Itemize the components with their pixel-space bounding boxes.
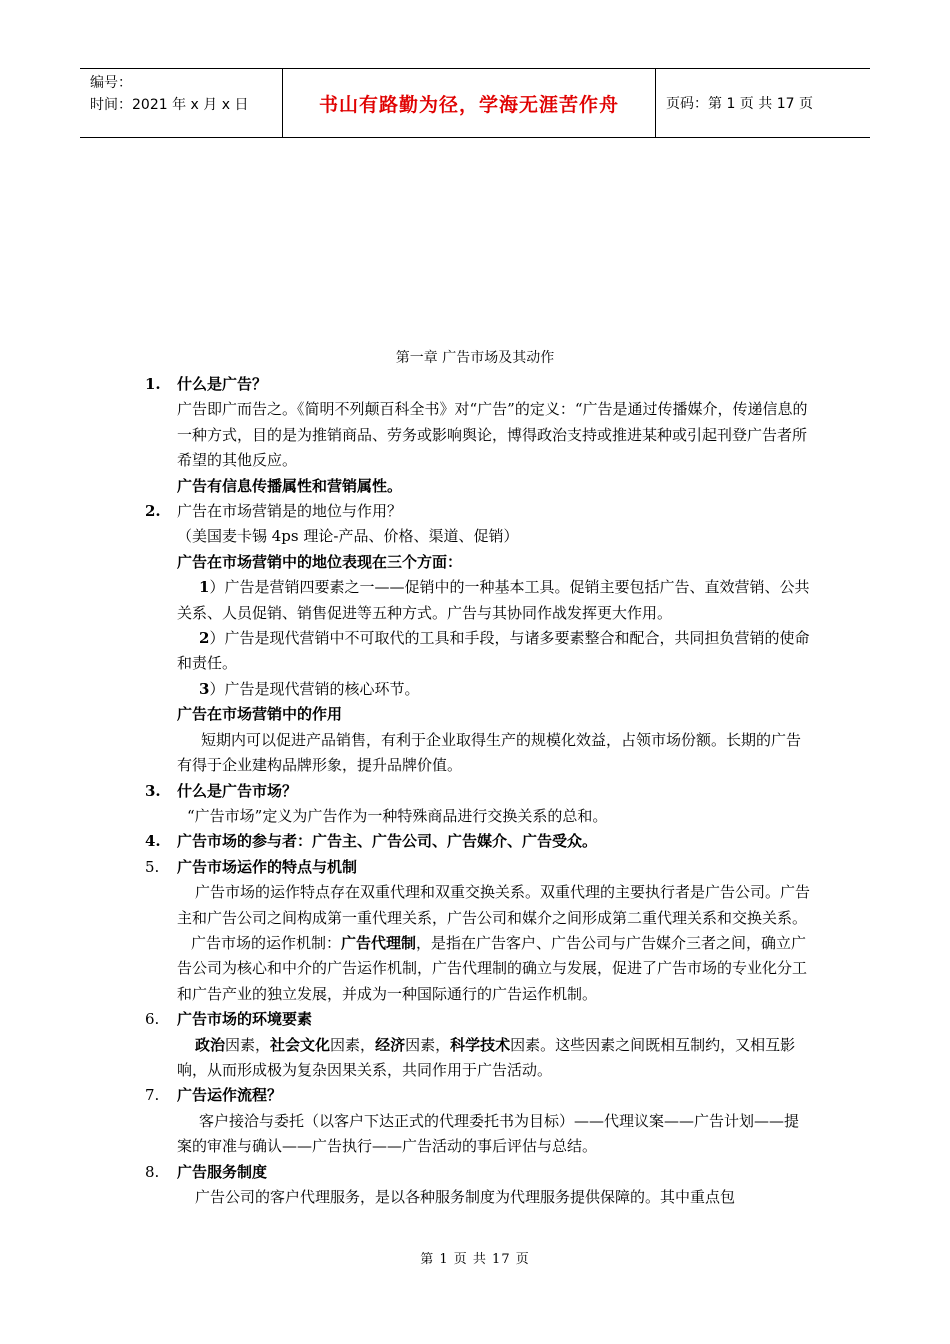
page-footer: 第 1 页 共 17 页 bbox=[420, 1252, 530, 1267]
serial-label: 编号： bbox=[90, 75, 132, 91]
section-2 bbox=[145, 499, 810, 778]
section-3 bbox=[145, 779, 810, 830]
document-body bbox=[145, 372, 810, 1210]
paragraph bbox=[177, 1033, 810, 1084]
section-summary: 广告有信息传播属性和营销属性。 bbox=[177, 476, 403, 495]
paragraph: 短期内可以促进产品销售，有利于企业取得生产的规模化效益，占领市场份额。长期的广告有得于企业建构品牌形象，提升品牌价值。 bbox=[177, 730, 802, 775]
point-text: ）广告是现代营销中不可取代的工具和手段，与诸多要素整合和配合，共同担负营销的使命和责任。 bbox=[177, 629, 810, 673]
factor-text: 因素， bbox=[225, 1035, 271, 1054]
sub-heading: 广告在市场营销中的地位表现在三个方面： bbox=[177, 552, 463, 571]
section-4 bbox=[145, 829, 810, 854]
mechanism-text: ，是指在广告客户、广告公司与广告媒介三者之间，确立广告公司为核心和中介的广告运作机制，广告代理制的确立与发展，促进了广告市场的专业化分工和广告产业的独立发展，并成为一种国际通行的广告运作机制。 bbox=[177, 933, 808, 1003]
section-number: 1. bbox=[145, 375, 161, 393]
section-number: 8. bbox=[145, 1162, 160, 1181]
list-item bbox=[177, 575, 810, 626]
point-text: ）广告是现代营销的核心环节。 bbox=[209, 679, 420, 698]
factor-term: 经济 bbox=[375, 1035, 406, 1054]
factor-term: 科学技术 bbox=[450, 1035, 511, 1054]
paragraph: 广告公司的客户代理服务，是以各种服务制度为代理服务提供保障的。其中重点包 bbox=[195, 1188, 736, 1206]
section-title: 广告服务制度 bbox=[177, 1162, 268, 1181]
section-title: 广告运作流程？ bbox=[177, 1086, 283, 1105]
section-number: 4. bbox=[145, 832, 161, 851]
point-number: 3 bbox=[199, 679, 210, 698]
section-number: 3. bbox=[145, 781, 161, 800]
page-header bbox=[80, 68, 870, 138]
list-item bbox=[177, 626, 810, 677]
section-6 bbox=[145, 1007, 810, 1083]
section-number: 6. bbox=[145, 1010, 160, 1029]
section-5 bbox=[145, 855, 810, 1007]
paragraph: 广告市场的运作特点存在双重代理和双重交换关系。双重代理的主要执行者是广告公司。广告主和广告公司之间构成第一重代理关系，广告公司和媒介之间形成第二重代理关系和交换关系。 bbox=[177, 883, 811, 927]
factor-text: 因素。这些因素之间既相互制约，又相互影响，从而形成极为复杂因果关系，共同作用于广告活动。 bbox=[177, 1035, 796, 1079]
mechanism-term: 广告代理制 bbox=[341, 933, 417, 952]
paragraph bbox=[177, 931, 810, 1007]
factor-text: 因素， bbox=[330, 1035, 376, 1054]
factor-term: 政治 bbox=[195, 1035, 226, 1054]
section-title: 什么是广告市场？ bbox=[177, 781, 298, 800]
point-text: ）广告是营销四要素之一——促销中的一种基本工具。促销主要包括广告、直效营销、公共关系、人员促销、销售促进等五种方式。广告与其协同作战发挥更大作用。 bbox=[177, 578, 810, 622]
paragraph: 广告即广而告之。《简明不列颠百科全书》对“广告”的定义：“广告是通过传播媒介，传递信息的一种方式，目的是为推销商品、劳务或影响舆论，博得政治支持或推进某种或引起刊登广告者所希望的其他反应。 bbox=[177, 400, 808, 470]
section-title: 广告市场的环境要素 bbox=[177, 1010, 313, 1029]
sub-heading: 广告在市场营销中的作用 bbox=[177, 705, 343, 724]
paragraph: “广告市场”定义为广告作为一种特殊商品进行交换关系的总和。 bbox=[187, 806, 608, 825]
header-motto: 书山有路勤为径，学海无涯苦作舟 bbox=[282, 69, 656, 137]
section-title: 广告市场的参与者：广告主、广告公司、广告媒介、广告受众。 bbox=[177, 832, 598, 851]
section-number: 2. bbox=[145, 502, 161, 521]
section-7 bbox=[145, 1083, 810, 1159]
section-number: 5. bbox=[145, 857, 160, 876]
chapter-title: 第一章 广告市场及其动作 bbox=[395, 350, 555, 366]
header-left-cell bbox=[80, 69, 282, 137]
date-label: 时间：2021 年 x 月 x 日 bbox=[90, 97, 249, 113]
point-number: 1 bbox=[199, 578, 210, 597]
section-1 bbox=[145, 372, 810, 499]
section-title: 广告在市场营销是的地位与作用？ bbox=[177, 502, 403, 521]
section-note: （美国麦卡锡 4ps 理论-产品、价格、渠道、促销） bbox=[177, 527, 519, 546]
section-8 bbox=[145, 1160, 810, 1211]
header-page-info: 页码：第 1 页 共 17 页 bbox=[666, 96, 813, 112]
section-title: 什么是广告？ bbox=[177, 375, 268, 393]
list-item bbox=[177, 677, 810, 702]
section-title: 广告市场运作的特点与机制 bbox=[177, 857, 358, 876]
factor-term: 社会文化 bbox=[270, 1035, 331, 1054]
factor-text: 因素， bbox=[405, 1035, 451, 1054]
mechanism-prefix: 广告市场的运作机制： bbox=[191, 933, 342, 952]
paragraph: 客户接洽与委托（以客户下达正式的代理委托书为目标）——代理议案——广告计划——提案的审准与确认——广告执行——广告活动的事后评估与总结。 bbox=[177, 1111, 800, 1156]
section-number: 7. bbox=[145, 1086, 160, 1105]
point-number: 2 bbox=[199, 629, 210, 648]
